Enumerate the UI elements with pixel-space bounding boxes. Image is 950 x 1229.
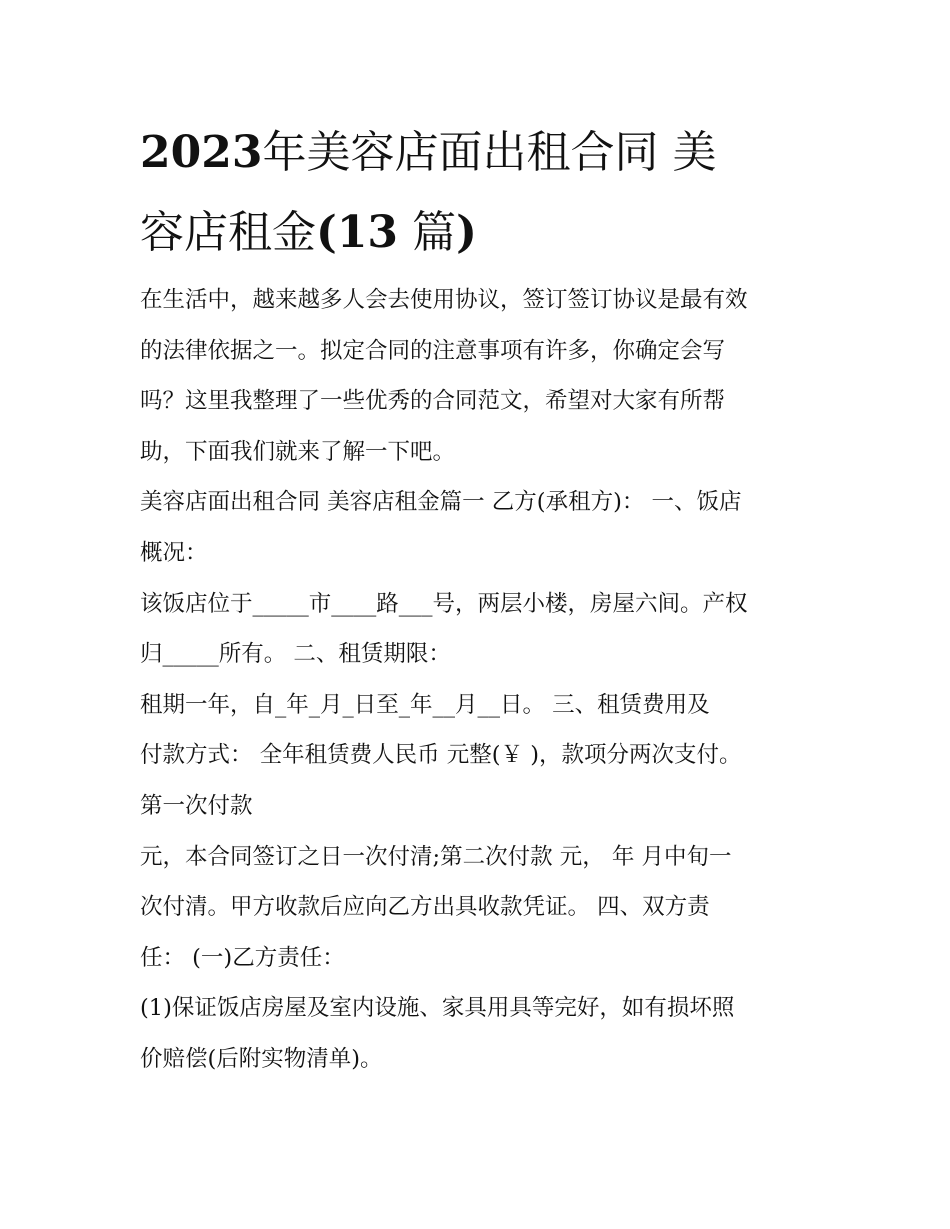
title-unit: 篇 xyxy=(412,207,457,258)
title-text-1: 年美容店面出租合同 美 xyxy=(262,127,717,178)
body-line: 价赔偿(后附实物清单)。 xyxy=(140,1045,383,1072)
body-line: 美容店面出租合同 美容店租金篇一 乙方(承租方)： 一、饭店 xyxy=(140,489,742,516)
body-line: 第一次付款 xyxy=(140,792,253,819)
body-line: 元，本合同签订之日一次付清;第二次付款 元， 年 月中旬一 xyxy=(140,843,732,870)
title-year: 2023 xyxy=(140,127,263,178)
body-line: 租期一年，自_年_月_日至_年__月__日。 三、租赁费用及 xyxy=(140,691,710,718)
body-line: 概况： xyxy=(140,539,208,566)
body-line: 吗？这里我整理了一些优秀的合同范文，希望对大家有所帮 xyxy=(140,388,726,415)
document-title xyxy=(140,113,820,273)
body-line: 助，下面我们就来了解一下吧。 xyxy=(140,438,456,465)
body-line: (1)保证饭店房屋及室内设施、家具用具等完好，如有损坏照 xyxy=(140,995,735,1022)
body-line: 该饭店位于_____市____路___号，两层小楼，房屋六间。产权 xyxy=(140,590,748,617)
title-line-2 xyxy=(140,193,820,273)
body-line: 归_____所有。 二、租赁期限： xyxy=(140,641,451,668)
title-close-paren: ) xyxy=(456,207,477,258)
body-line: 的法律依据之一。拟定合同的注意事项有许多，你确定会写 xyxy=(140,337,726,364)
body-line: 次付清。甲方收款后应向乙方出具收款凭证。 四、双方责 xyxy=(140,894,710,921)
body-line: 任： (一)乙方责任： xyxy=(140,944,345,971)
document-body xyxy=(140,275,820,1085)
title-line-1 xyxy=(140,113,820,193)
body-line: 付款方式： 全年租赁费人民币 元整(￥ )，款项分两次支付。 xyxy=(140,742,742,769)
title-text-2: 容店租金 xyxy=(140,207,316,258)
title-count: (13 xyxy=(316,207,399,258)
body-line: 在生活中，越来越多人会去使用协议，签订签订协议是最有效 xyxy=(140,287,748,313)
